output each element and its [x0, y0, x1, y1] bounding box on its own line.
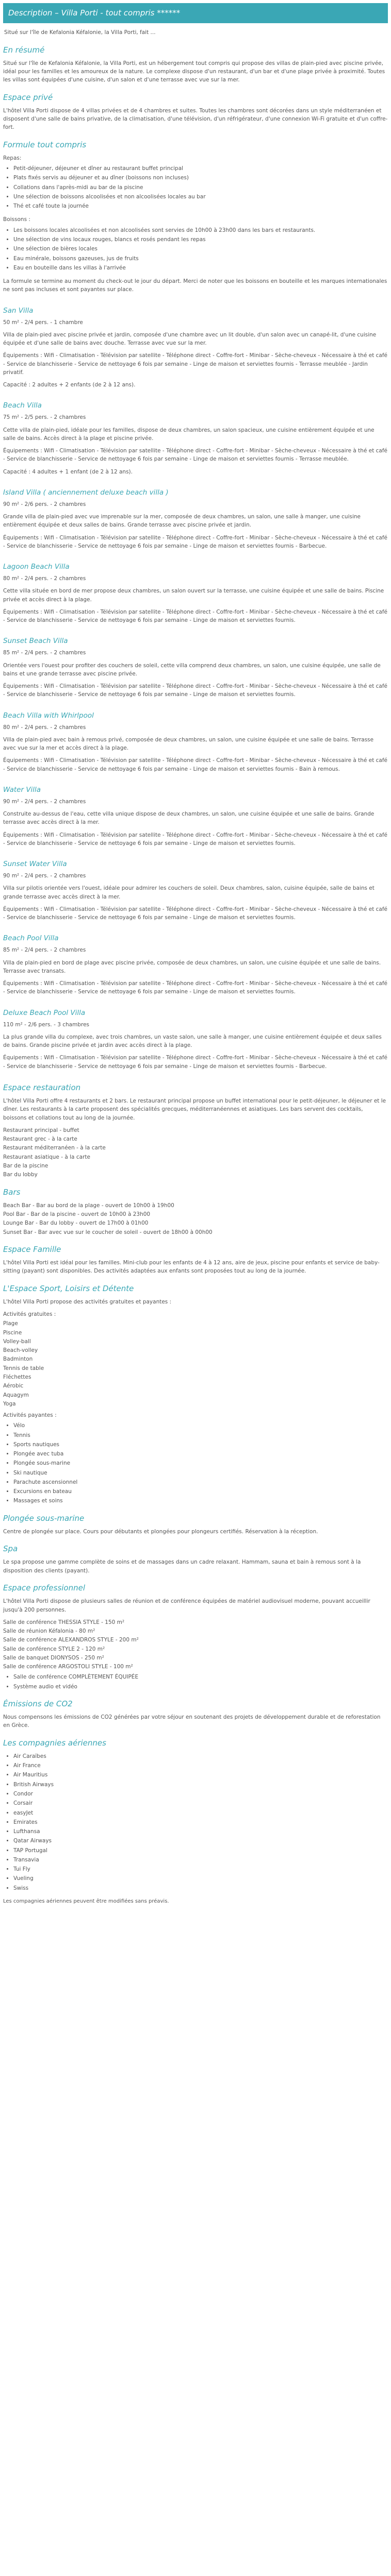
list-item: • Emirates [13, 1818, 388, 1826]
professionnel-text: L'hôtel Villa Porti dispose de plusieurs salles de réunion et de conférence équipées de matériel audiovisuel moderne, pouvant accueillir jusqu'à 200 personnes. [3, 1598, 370, 1613]
villa-name: Beach Villa [3, 401, 42, 410]
villa-name: San Villa [3, 306, 34, 315]
villa-name: Deluxe Beach Pool Villa [3, 1008, 86, 1017]
villa-equip: Équipements : Wifi - Climatisation - Télévision par satellite - Téléphone direct - Coffre-fort - Minibar - Sèche-cheveux - Nécessaire à thé et café - Service de blanchisserie - Service de nettoyage 6 fois par semaine - Linge de maison et serviettes fournis - Barbecue. [3, 1055, 388, 1070]
list-item: • Tui Fly [13, 1865, 388, 1873]
villa-size: 80 m² - 2/4 pers. - 2 chambres [3, 575, 86, 582]
list-item: Salle de conférence ALEXANDROS STYLE - 200 m² [3, 1637, 139, 1643]
list-item: Bar du lobby [3, 1172, 38, 1178]
description-banner: Description – Villa Porti - tout compris ****** [3, 3, 388, 23]
list-item: • Qatar Airways [13, 1837, 388, 1845]
list-item: • Lufthansa [13, 1827, 388, 1836]
list-item: • easyJet [13, 1809, 388, 1817]
villa-text: Grande villa de plain-pied avec vue imprenable sur la mer, composée de deux chambres, un salon, une salle à manger, une cuisine entièrement équipée et deux salles de bains. Grande terrasse avec piscine privée et jardin. [3, 514, 361, 529]
plongee-title: Plongée sous-marine [3, 1513, 85, 1523]
payant-list [3, 1421, 388, 1505]
list-item: • Sports nautiques [13, 1440, 388, 1449]
list-item: Restaurant principal - buffet [3, 1127, 79, 1133]
villa-equip: Équipements : Wifi - Climatisation - Télévision par satellite - Téléphone direct - Coffre-fort - Minibar - Sèche-cheveux - Nécessaire à thé et café - Service de blanchisserie - Service de nettoyage 6 fois par semaine - Linge de maison et serviettes fournis - Bain à remous. [3, 757, 388, 772]
list-item: • Swiss [13, 1884, 388, 1892]
compagnies-title: Les compagnies aériennes [3, 1738, 106, 1748]
villa-card [3, 859, 388, 922]
list-item: Aquagym [3, 1392, 29, 1398]
list-item: • Une sélection de vins locaux rouges, blancs et rosés pendant les repas [13, 235, 388, 244]
list-item: • Une sélection de bières locales [13, 245, 388, 253]
list-item: Lounge Bar - Bar du lobby - ouvert de 17h00 à 01h00 [3, 1220, 149, 1227]
villa-text: Cette villa située en bord de mer propose deux chambres, un salon ouvert sur la terrasse, une cuisine équipée et une salle de bains. Piscine privée et accès direct à la plage. [3, 588, 384, 603]
plongee-text: Centre de plongée sur place. Cours pour débutants et plongées pour plongeurs certifiés. Réservation à la réception. [3, 1528, 318, 1535]
villa-name: Island Villa ( anciennement deluxe beach villa ) [3, 488, 169, 497]
list-item: • Les boissons locales alcoolisées et non alcoolisées sont servies de 10h00 à 23h00 dans les bars et restaurants. [13, 226, 388, 234]
formule-title: Formule tout compris [3, 140, 87, 149]
villa-text: Villa de plain-pied avec bain à remous privé, composée de deux chambres, un salon, une cuisine équipée et une salle de bains. Terrasse avec vue sur la mer et accès direct à la plage. [3, 736, 374, 752]
villa-name: Beach Villa with Whirlpool [3, 711, 94, 720]
list-item: • Collations dans l'après-midi au bar de la piscine [13, 183, 388, 192]
villa-equip: Équipements : Wifi - Climatisation - Télévision par satellite - Téléphone direct - Coffre-fort - Minibar - Sèche-cheveux - Nécessaire à thé et café - Service de blanchisserie - Service de nettoyage 6 fois par semaine - Linge de maison et serviettes fournis. [3, 832, 388, 846]
boissons-label: Boissons : [3, 216, 30, 223]
list-item: • Vélo [13, 1421, 388, 1430]
list-item: • Thé et café toute la journée [13, 202, 388, 210]
villa-size: 75 m² - 2/5 pers. - 2 chambres [3, 414, 86, 421]
list-item: Sunset Bar - Bar avec vue sur le coucher de soleil - ouvert de 18h00 à 00h00 [3, 1229, 213, 1235]
list-item: Restaurant grec - à la carte [3, 1136, 77, 1143]
list-item: • TAP Portugal [13, 1846, 388, 1855]
villa-equip: Équipements : Wifi - Climatisation - Télévision par satellite - Téléphone direct - Coffre-fort - Minibar - Sèche-cheveux - Nécessaire à thé et café - Service de blanchisserie - Service de nettoyage 6 fois par semaine - Linge de maison et serviettes fournis - Terrasse meublée. [3, 448, 388, 463]
restauration-list [3, 1126, 388, 1179]
villa-size: 90 m² - 2/6 pers. - 2 chambres [3, 501, 86, 507]
villa-card [3, 306, 388, 389]
equipment-list [3, 1673, 388, 1691]
list-item: Bar de la piscine [3, 1162, 48, 1169]
villa-text: Orientée vers l'ouest pour profiter des couchers de soleil, cette villa comprend deux chambres, un salon, une cuisine équipée, une salle de bains et une grande terrasse avec piscine privée. [3, 662, 381, 677]
villa-name: Sunset Water Villa [3, 860, 67, 869]
villa-card [3, 1008, 388, 1071]
villa-equip: Équipements : Wifi - Climatisation - Télévision par satellite - Téléphone direct - Coffre-fort - Minibar - Sèche-cheveux - Nécessaire à thé et café - Service de blanchisserie - Service de nettoyage 6 fois par semaine - Linge de maison et serviettes fournis - Barbecue. [3, 534, 388, 549]
list-item: • Transavia [13, 1856, 388, 1864]
list-item: Beach-volley [3, 1347, 38, 1354]
list-item: • Système audio et vidéo [13, 1683, 388, 1691]
list-item: • Ski nautique [13, 1469, 388, 1477]
list-item: • Eau minérale, boissons gazeuses, jus de fruits [13, 255, 388, 263]
list-item: Volley-ball [3, 1338, 31, 1345]
villa-text: Construite au-dessus de l'eau, cette villa unique dispose de deux chambres, un salon, une cuisine équipée et une salle de bains. Grande terrasse avec accès direct à la mer. [3, 811, 374, 826]
emissions-title: Émissions de CO2 [3, 1699, 73, 1708]
list-item: • Petit-déjeuner, déjeuner et dîner au restaurant buffet principal [13, 164, 388, 173]
villa-size: 90 m² - 2/4 pers. - 2 chambres [3, 798, 86, 805]
villa-size: 80 m² - 2/4 pers. - 2 chambres [3, 724, 86, 731]
list-item: Salle de conférence ARGOSTOLI STYLE - 100 m² [3, 1664, 133, 1670]
restauration-text: L'hôtel Villa Porti offre 4 restaurants et 2 bars. Le restaurant principal propose un buffet international pour le petit-déjeuner, le déjeuner et le dîner. Les restaurants à la carte proposent des spécialités grecques, méditerranéennes et asiatiques. Les bars servent des cocktails, boissons et collations tout au long de la journée. [3, 1098, 386, 1121]
villa-equip: Équipements : Wifi - Climatisation - Télévision par satellite - Téléphone direct - Coffre-fort - Minibar - Sèche-cheveux - Nécessaire à thé et café - Service de blanchisserie - Service de nettoyage 6 fois par semaine - Linge de maison et serviettes fournis. [3, 683, 388, 698]
list-item: Aérobic [3, 1383, 24, 1389]
villa-equip: Équipements : Wifi - Climatisation - Télévision par satellite - Téléphone direct - Coffre-fort - Minibar - Sèche-cheveux - Nécessaire à thé et café - Service de blanchisserie - Service de nettoyage 6 fois par semaine - Linge de maison et serviettes fournis. [3, 608, 388, 624]
list-item: • Corsair [13, 1799, 388, 1807]
sport-title: L'Espace Sport, Loisirs et Détente [3, 1283, 134, 1293]
villa-name: Lagoon Beach Villa [3, 563, 70, 571]
list-item: • Plongée avec tuba [13, 1450, 388, 1458]
gratuit-label: Activités gratuites : [3, 1311, 56, 1318]
page [0, 3, 391, 1905]
list-item: Salle de conférence THESSIA STYLE - 150 m² [3, 1619, 125, 1625]
bars-title: Bars [3, 1187, 21, 1197]
list-item: • Condor [13, 1790, 388, 1798]
gratuit-list [3, 1319, 388, 1408]
spa-text: Le spa propose une gamme complète de soins et de massages dans un cadre relaxant. Hammam, sauna et bain à remous sont à la disposition des clients (payant). [3, 1559, 361, 1574]
villa-size: 85 m² - 2/4 pers. - 2 chambres [3, 650, 86, 656]
villa-card [3, 710, 388, 773]
villa-text: Villa de plain-pied avec piscine privée et jardin, composée d'une chambre avec un lit double, d'un salon avec un canapé-lit, d'une cuisine équipée et d'une salle de bains avec douche. Terrasse avec vue sur la mer. [3, 331, 377, 347]
villa-name: Beach Pool Villa [3, 934, 59, 943]
villa-equip: Équipements : Wifi - Climatisation - Télévision par satellite - Téléphone direct - Coffre-fort - Minibar - Sèche-cheveux - Nécessaire à thé et café - Service de blanchisserie - Service de nettoyage 6 fois par semaine - Linge de maison et serviettes fournis. [3, 906, 388, 921]
emissions-text: Nous compensons les émissions de CO2 générées par votre séjour en soutenant des projets de développement durable et de reforestation en Grèce. [3, 1714, 381, 1729]
list-item: Pool Bar - Bar de la piscine - ouvert de 10h00 à 23h00 [3, 1211, 151, 1218]
sport-intro: L'hôtel Villa Porti propose des activités gratuites et payantes : [3, 1298, 172, 1305]
list-item: • Parachute ascensionnel [13, 1478, 388, 1486]
villa-equip: Équipements : Wifi - Climatisation - Télévision par satellite - Téléphone direct - Coffre-fort - Minibar - Sèche-cheveux - Nécessaire à thé et café - Service de blanchisserie - Service de nettoyage 6 fois par semaine - Linge de maison et serviettes fournis. [3, 980, 388, 995]
villa-card [3, 785, 388, 848]
bars-list [3, 1201, 388, 1236]
villa-size: 90 m² - 2/4 pers. - 2 chambres [3, 873, 86, 879]
list-item: • Une sélection de boissons alcoolisées et non alcoolisées locales au bar [13, 193, 388, 201]
list-item: • Salle de conférence COMPLÈTEMENT ÉQUIPÉE [13, 1673, 388, 1681]
list-item: Yoga [3, 1400, 16, 1407]
list-item: Salle de conférence STYLE 2 - 120 m² [3, 1646, 105, 1652]
list-item: • Air France [13, 1761, 388, 1770]
list-item: • Excursions en bateau [13, 1487, 388, 1496]
espace-prive-text: L'hôtel Villa Porti dispose de 4 villas privées et de 4 chambres et suites. Toutes les chambres sont décorées dans un style méditerranéen et disposent d'une salle de bains privative, de la climatisation, d'une télévision, d'un réfrigérateur, d'une connexion Wi-Fi gratuite et d'un coffre-fort. [3, 107, 388, 131]
villa-extra: Capacité : 2 adultes + 2 enfants (de 2 à 12 ans). [3, 382, 136, 388]
list-item: • Vueling [13, 1874, 388, 1883]
list-item: • Air Mauritius [13, 1771, 388, 1779]
villa-name: Sunset Beach Villa [3, 637, 68, 646]
villa-card [3, 562, 388, 624]
formule-items-list [3, 164, 388, 210]
list-item: Badminton [3, 1356, 33, 1363]
villa-text: La plus grande villa du complexe, avec trois chambres, un vaste salon, une salle à manger, une cuisine entièrement équipée et deux salles de bains. Grande piscine privée et jardin avec accès direct à la plage. [3, 1033, 382, 1049]
intro-text: Situé sur l'île de Kefalonia Kéfalonie, la Villa Porti, fait ... [4, 29, 156, 36]
list-item: Plage [3, 1320, 18, 1327]
rooms-list [3, 1618, 388, 1671]
professionnel-title: Espace professionnel [3, 1583, 86, 1592]
list-item: • Plongée sous-marine [13, 1459, 388, 1467]
compagnies-list [3, 1752, 388, 1892]
compagnies-note: Les compagnies aériennes peuvent être modifiées sans préavis. [3, 1898, 169, 1904]
list-item: Beach Bar - Bar au bord de la plage - ouvert de 10h00 à 19h00 [3, 1202, 174, 1209]
villa-card [3, 487, 388, 550]
payant-label: Activités payantes : [3, 1412, 57, 1419]
boissons-list [3, 226, 388, 272]
villa-text: Cette villa de plain-pied, idéale pour les familles, dispose de deux chambres, un salon spacieux, une cuisine entièrement équipée et une salle de bains. Accès direct à la plage et piscine privée. [3, 427, 374, 442]
list-item: • Air Caraïbes [13, 1752, 388, 1760]
list-item: • Eau en bouteille dans les villas à l'arrivée [13, 264, 388, 272]
villa-extra: Capacité : 4 adultes + 1 enfant (de 2 à 12 ans). [3, 468, 133, 475]
villa-card [3, 400, 388, 476]
list-item: Salle de réunion Kéfalonia - 80 m² [3, 1628, 95, 1635]
list-item: • Massages et soins [13, 1497, 388, 1505]
list-item: • Plats fixés servis au déjeuner et au dîner (boissons non incluses) [13, 174, 388, 182]
villa-card [3, 636, 388, 699]
villa-size: 85 m² - 2/4 pers. - 2 chambres [3, 947, 86, 954]
villa-equip: Équipements : Wifi - Climatisation - Télévision par satellite - Téléphone direct - Coffre-fort - Minibar - Sèche-cheveux - Nécessaire à thé et café - Service de blanchisserie - Service de nettoyage 6 fois par semaine - Linge de maison et serviettes fournis - Terrasse meublée - Jardin privatif. [3, 352, 388, 376]
famille-title: Espace Famille [3, 1244, 61, 1254]
famille-text: L'hôtel Villa Porti est idéal pour les familles. Mini-club pour les enfants de 4 à 12 ans, aire de jeux, piscine pour enfants et service de baby-sitting (payant) sont disponibles. Des activités adaptées aux enfants sont proposées tout au long de la journée. [3, 1260, 380, 1275]
repas-label: Repas: [3, 155, 22, 161]
list-item: • British Airways [13, 1781, 388, 1789]
formule-note: La formule se termine au moment du check-out le jour du départ. Merci de noter que les boissons en bouteille et les marques internationales ne sont pas incluses et sont payantes sur place. [3, 278, 387, 293]
villa-name: Water Villa [3, 785, 41, 794]
spa-title: Spa [3, 1544, 18, 1554]
espace-prive-title: Espace privé [3, 92, 53, 102]
list-item: • Tennis [13, 1431, 388, 1439]
list-item: Fléchettes [3, 1374, 31, 1380]
villa-size: 110 m² - 2/6 pers. - 3 chambres [3, 1021, 90, 1028]
list-item: Restaurant méditerranéen - à la carte [3, 1145, 106, 1151]
villa-card [3, 933, 388, 996]
list-item: Restaurant asiatique - à la carte [3, 1154, 90, 1160]
villa-text: Villa de plain-pied en bord de plage avec piscine privée, composée de deux chambres, un salon, une cuisine équipée et une salle de bains. Terrasse avec transats. [3, 959, 381, 974]
list-item: Piscine [3, 1329, 22, 1336]
list-item: Tennis de table [3, 1365, 44, 1371]
en-resume-text: Situé sur l'île de Kefalonia Kéfalonie, la Villa Porti, est un hébergement tout compris qui propose des villas de plain-pied avec piscine privée, idéal pour les familles et les amoureux de la nature. Le complexe dispose d'un restaurant, d'un bar et d'une plage privée à proximité. Toutes les villas sont équipées d'une cuisine, d'un salon et d'une terrasse avec vue sur la mer. [3, 60, 385, 83]
en-resume-title: En résumé [3, 45, 45, 55]
list-item: Salle de banquet DIONYSOS - 250 m² [3, 1654, 104, 1661]
villa-text: Villa sur pilotis orientée vers l'ouest, idéale pour admirer les couchers de soleil. Deux chambres, salon, cuisine équipée, salle de bains et grande terrasse avec accès direct à la mer. [3, 885, 374, 900]
restauration-title: Espace restauration [3, 1082, 81, 1092]
villa-size: 50 m² - 2/4 pers. - 1 chambre [3, 319, 83, 326]
